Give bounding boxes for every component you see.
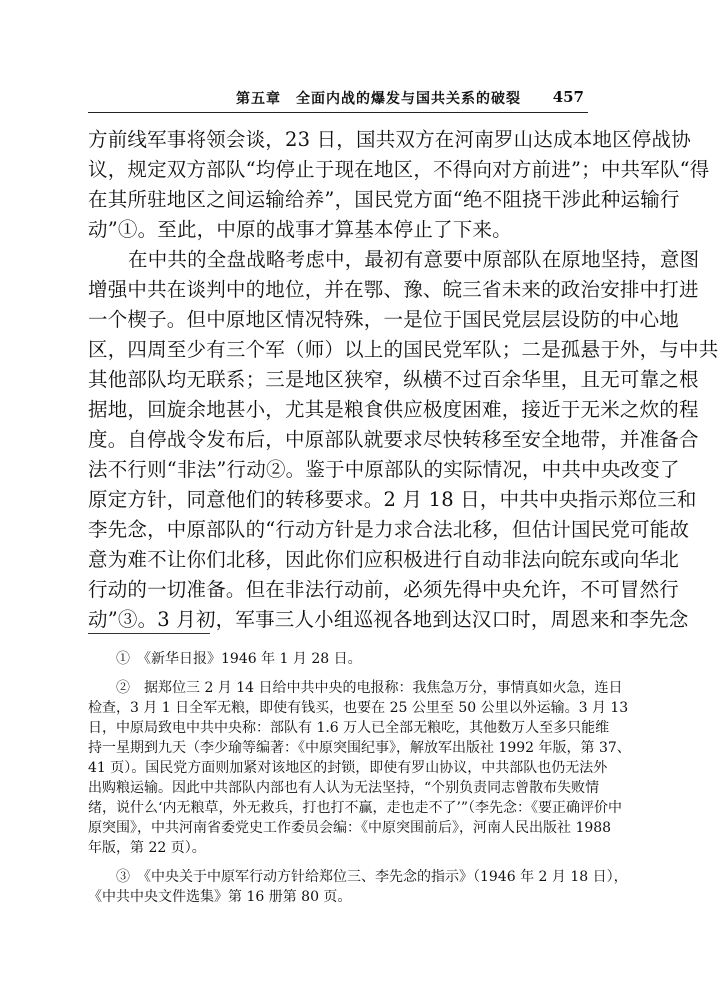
running-header — [88, 88, 588, 108]
footnote-line: 检查，3 月 1 日全军无粮，即使有钱买，也要在 25 公里至 50 公里以外运输。3 月 13 — [88, 700, 629, 716]
text-line: 动”①。至此，中原的战事才算基本停止了下来。 — [88, 218, 512, 241]
footnote-1 — [88, 649, 598, 669]
text-line: 动”③。3 月初，军事三人小组巡视各地到达汉口时，周恩来和李先念 — [88, 608, 689, 631]
footnote-2 — [88, 678, 631, 858]
header-rule — [88, 112, 588, 113]
text-line: 意为难不让你们北移，因此你们应积极进行自动非法向皖东或向华北 — [88, 548, 680, 571]
text-line: 李先念，中原部队的“行动方针是力求合法北移，但估计国民党可能故 — [88, 518, 690, 541]
footnote-line: 原突围》，中共河南省委党史工作委员会编：《中原突围前后》，河南人民出版社 1988 — [88, 820, 612, 836]
footnote-line: ③ 《中央关于中原军行动方针给郑位三、李先念的指示》（1946 年 2 月 18 日）， — [116, 869, 628, 885]
text-line: 度。自停战令发布后，中原部队就要求尽快转移至安全地带，并准备合 — [88, 428, 699, 451]
text-line: 一个楔子。但中原地区情况特殊，一是位于国民党层层设防的中心地 — [88, 308, 680, 331]
footnote-rule — [88, 633, 210, 634]
footnote-line: 41 页）。国民党方面则加紧对该地区的封锁，即使有罗山协议，中共部队也仍无法外 — [88, 760, 608, 776]
text-line: 法不行则“非法”行动②。鉴于中原部队的实际情况，中共中央改变了 — [88, 458, 680, 481]
text-line: 原定方针，同意他们的转移要求。2 月 18 日，中共中央指示郑位三和 — [88, 488, 697, 511]
text-line: 在中共的全盘战略考虑中，最初有意要中原部队在原地坚持，意图 — [128, 248, 700, 271]
text-line: 在其所驻地区之间运输给养”，国民党方面“绝不阻挠干涉此种运输行 — [88, 188, 680, 211]
paragraph-1 — [88, 125, 710, 245]
text-line: 方前线军事将领会谈，23 日，国共双方在河南罗山达成本地区停战协 — [88, 128, 691, 151]
text-line: 增强中共在谈判中的地位，并在鄂、豫、皖三省未来的政治安排中打进 — [88, 278, 699, 301]
chapter-title: 第五章 全面内战的爆发与国共关系的破裂 — [236, 91, 521, 107]
body-text — [88, 125, 718, 635]
text-line: 其他部队均无联系；三是地区狭窄，纵横不过百余华里，且无可靠之根 — [88, 368, 699, 391]
footnote-line: 《中共中央文件选集》第 16 册第 80 页。 — [88, 889, 352, 905]
text-line: 区，四周至少有三个军（师）以上的国民党军队；二是孤悬于外，与中共 — [88, 338, 718, 361]
paragraph-2 — [88, 245, 718, 635]
footnote-3 — [88, 867, 628, 907]
footnote-line: 绪，说什么‘内无粮草，外无救兵，打也打不赢，走也走不了’”（李先念：《要正确评价中 — [88, 800, 623, 816]
footnote-line: 出购粮运输。因此中共部队内部也有人认为无法坚持，“个别负责同志曾散布失败情 — [88, 780, 600, 796]
footnote-line: 日，中原局致电中共中央称：部队有 1.6 万人已全部无粮吃，其他数万人至多只能维 — [88, 720, 610, 736]
text-line: 据地，回旋余地甚小，尤其是粮食供应极度困难，接近于无米之炊的程 — [88, 398, 699, 421]
text-line: 行动的一切准备。但在非法行动前，必须先得中央允许，不可冒然行 — [88, 578, 680, 601]
footnotes — [88, 649, 631, 907]
page-number: 457 — [552, 88, 584, 106]
text-line: 议，规定双方部队“均停止于现在地区，不得向对方前进”；中共军队“得 — [88, 158, 710, 181]
footnote-line: 持一星期到九天（李少瑜等编著：《中原突围纪事》，解放军出版社 1992 年版，第 37、 — [88, 740, 631, 756]
footnote-line: ② 据郑位三 2 月 14 日给中共中央的电报称：我焦急万分，事情真如火急，连日 — [116, 680, 623, 696]
footnote-line: 年版，第 22 页）。 — [88, 840, 206, 856]
footnote-line: ① 《新华日报》1946 年 1 月 28 日。 — [116, 651, 362, 667]
